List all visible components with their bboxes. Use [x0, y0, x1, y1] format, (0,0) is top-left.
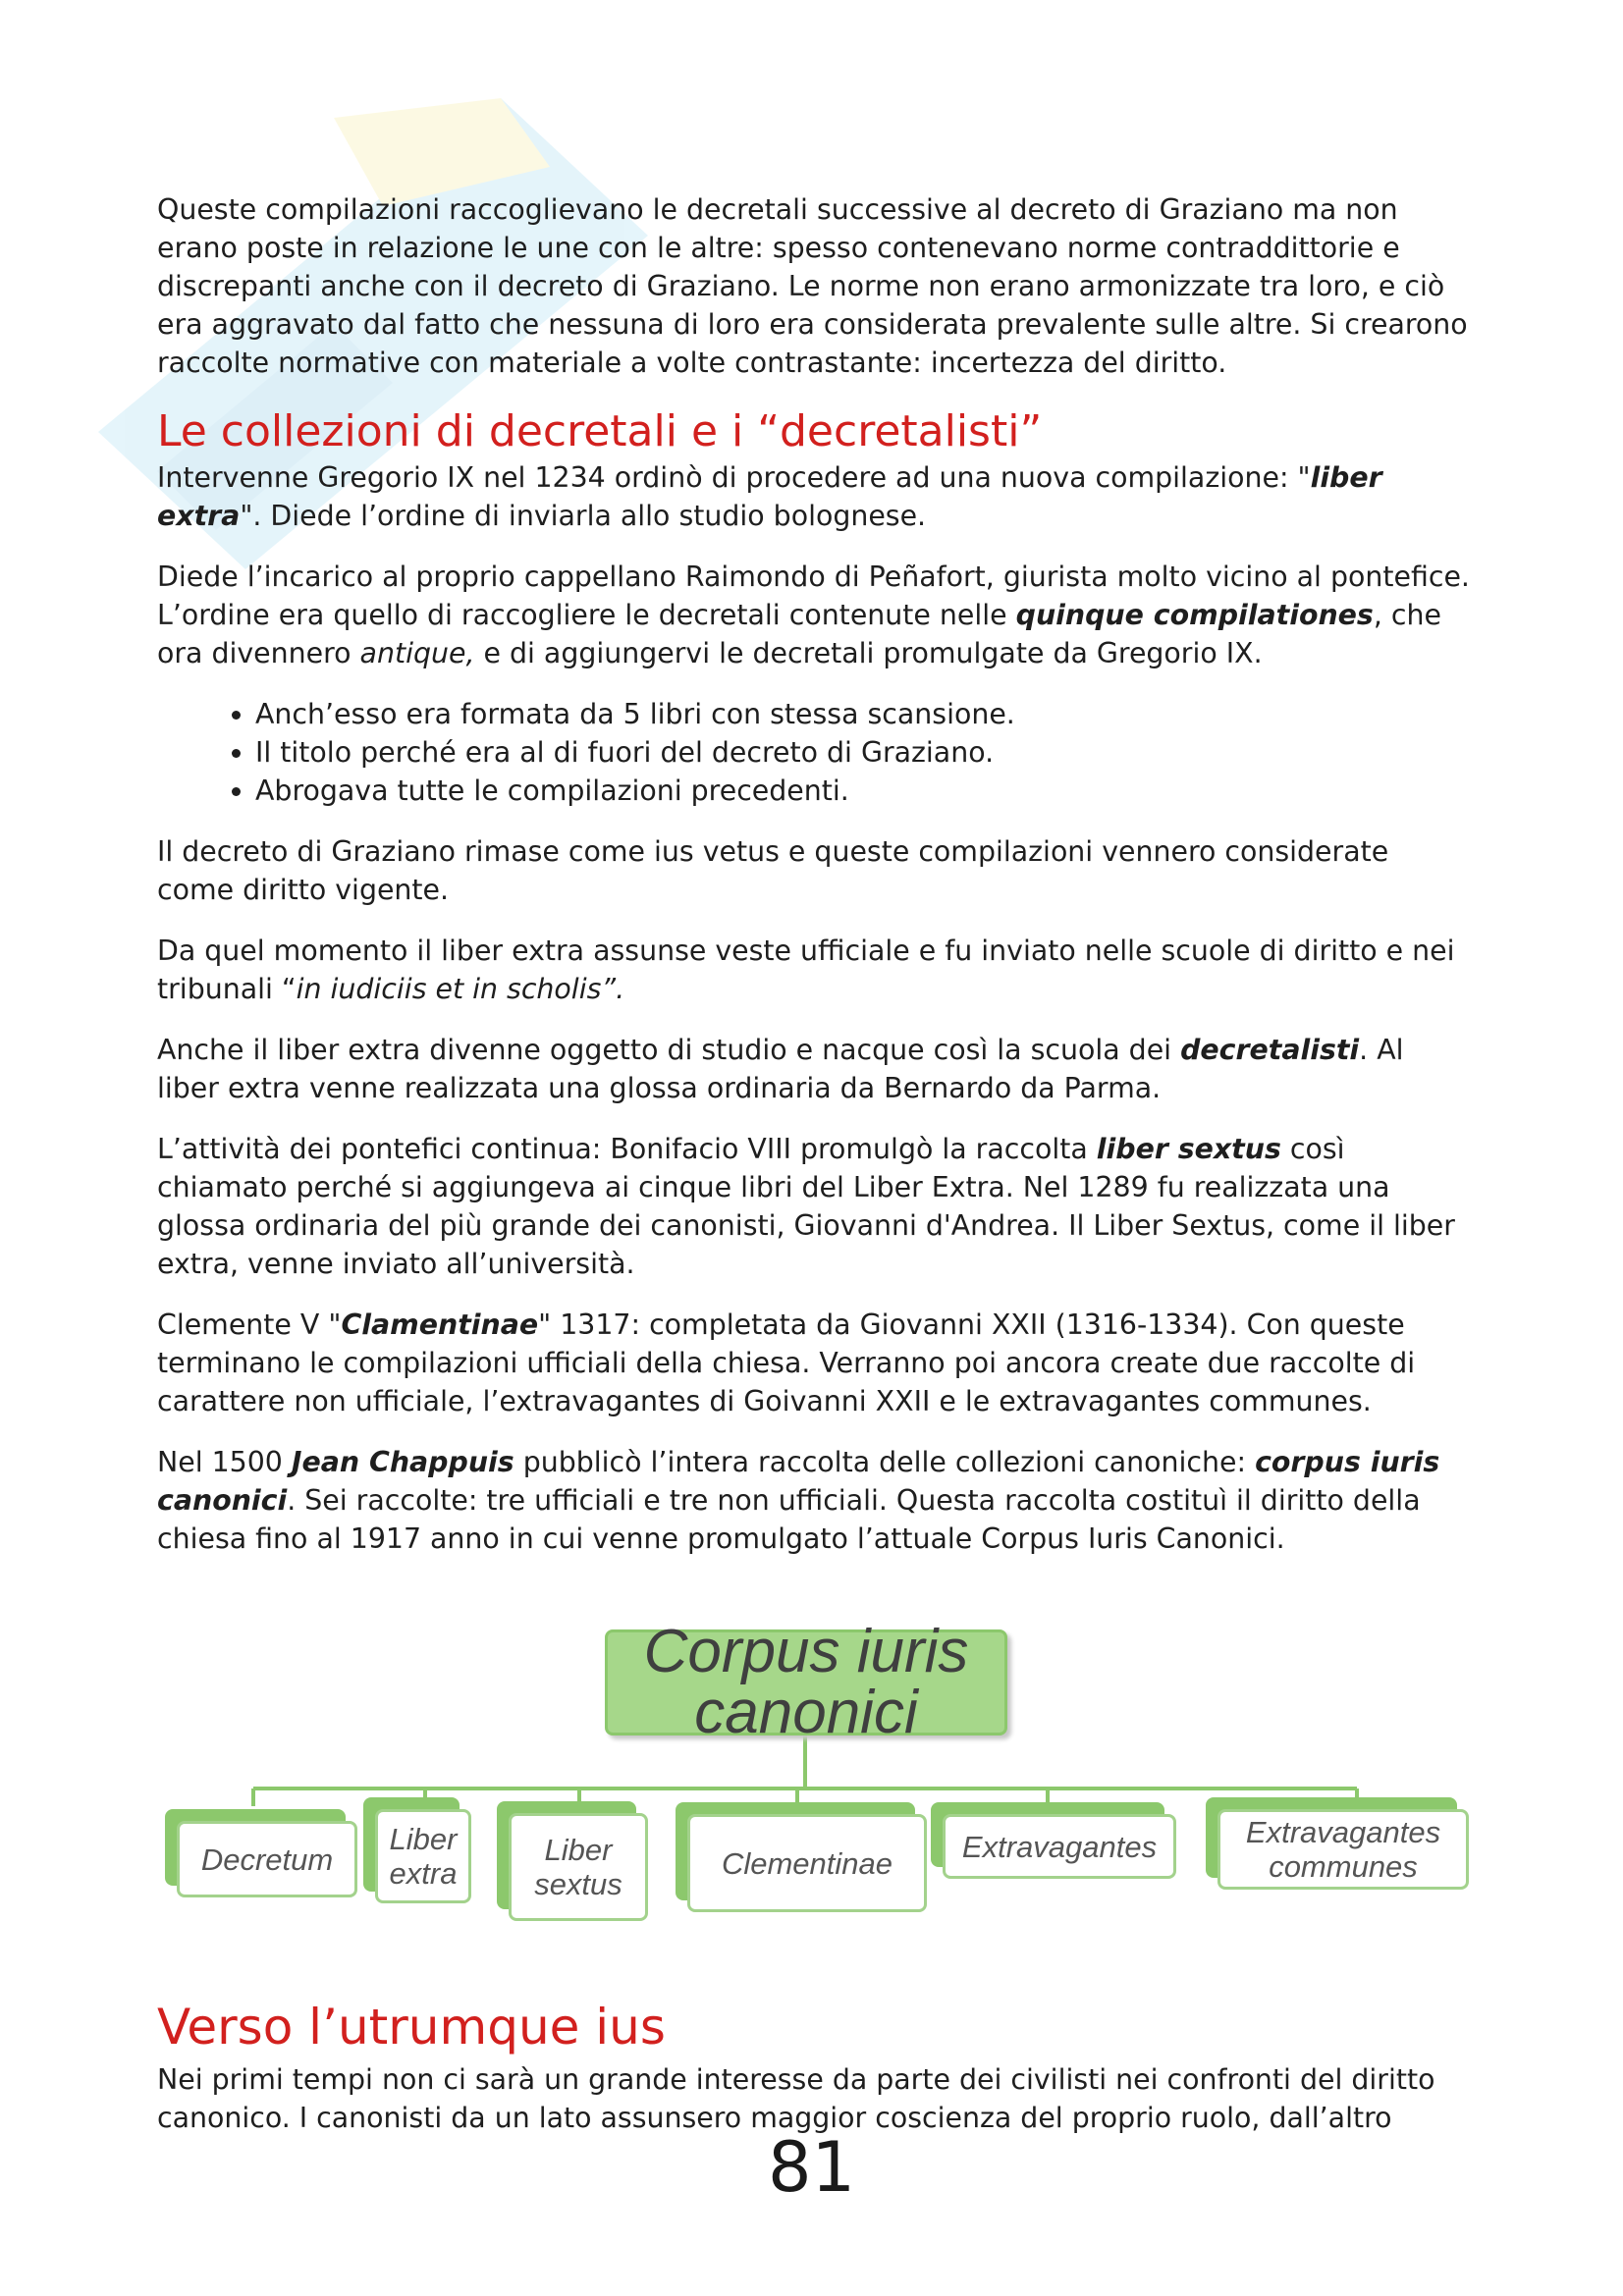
diagram-node-clementinae: Clementinae [687, 1814, 927, 1912]
list-item: • Anch’esso era formata da 5 libri con stessa scansione. [255, 695, 1473, 733]
corpus-iuris-diagram [157, 1620, 1483, 1944]
section-heading-decretali: Le collezioni di decretali e i “decretalisti” [157, 406, 1043, 456]
diagram-node-liber-extra: Liber extra [375, 1809, 471, 1903]
list-item: • Il titolo perché era al di fuori del decreto di Graziano. [255, 733, 1473, 772]
paragraph-clementinae: Clemente V "Clamentinae" 1317: completata da Giovanni XXII (1316-1334). Con queste terminano le compilazioni ufficiali della chiesa. Verranno poi ancora create due raccolte di carattere non ufficiale, l’extravagantes di Goivanni XXII e le extravagantes communes. [157, 1308, 1416, 1417]
page-number: 81 [767, 2127, 856, 2208]
intro-paragraph: Queste compilazioni raccoglievano le decretali successive al decreto di Graziano ma non erano poste in relazione le une con le altre: spesso contenevano norme contraddittorie e discrepanti anche con il decreto di Graziano. Le norme non erano armonizzate tra loro, e ciò era aggravato dal fatto che nessuna di loro era considerata prevalente sulle altre. Si crearono raccolte normative con materiale a volte contrastante: incertezza del diritto. [157, 193, 1468, 379]
paragraph-decretalisti: Anche il liber extra divenne oggetto di studio e nacque così la scuola dei decretalisti. Al liber extra venne realizzata una glossa ordinaria da Bernardo da Parma. [157, 1034, 1404, 1104]
section-heading-utrumque: Verso l’utrumque ius [157, 1999, 666, 2056]
paragraph-penafort: Diede l’incarico al proprio cappellano Raimondo di Peñafort, giurista molto vicino al pontefice. L’ordine era quello di raccogliere le decretali contenute nelle quinque compilationes, che ora divennero antique, e di aggiungervi le decretali promulgate da Gregorio IX. [157, 561, 1470, 669]
diagram-node-extravagantes-communes: Extravagantes communes [1217, 1809, 1469, 1890]
paragraph-civilisti: Nei primi tempi non ci sarà un grande interesse da parte dei civilisti nei confronti del diritto canonico. I canonisti da un lato assunsero maggior coscienza del proprio ruolo, dall’altro [157, 2063, 1435, 2134]
diagram-node-root: Corpus iuris canonici [605, 1629, 1007, 1735]
list-item: • Abrogava tutte le compilazioni precedenti. [255, 772, 1473, 810]
paragraph-liber-sextus: L’attività dei pontefici continua: Bonifacio VIII promulgò la raccolta liber sextus così chiamato perché si aggiungeva ai cinque libri del Liber Extra. Nel 1289 fu realizzata una glossa ordinaria del più grande dei canonisti, Giovanni d'Andrea. Il Liber Sextus, come il liber extra, venne inviato all’università. [157, 1133, 1455, 1280]
paragraph-ius-vetus: Il decreto di Graziano rimase come ius vetus e queste compilazioni vennero considerate come diritto vigente. [157, 835, 1389, 906]
paragraph-chappuis: Nel 1500 Jean Chappuis pubblicò l’intera raccolta delle collezioni canoniche: corpus iuris canonici. Sei raccolte: tre ufficiali e tre non ufficiali. Questa raccolta costituì il diritto della chiesa fino al 1917 anno in cui venne promulgato l’attuale Corpus Iuris Canonici. [157, 1446, 1440, 1555]
section-verso [157, 1998, 1473, 2137]
bullet-list [157, 695, 1473, 810]
paragraph-veste-ufficiale: Da quel momento il liber extra assunse veste ufficiale e fu inviato nelle scuole di diritto e nei tribunali “in iudiciis et in scholis”. [157, 934, 1455, 1005]
page-content [157, 190, 1473, 1558]
paragraph-gregorio: Intervenne Gregorio IX nel 1234 ordinò di procedere ad una nuova compilazione: "liber extra". Diede l’ordine di inviarla allo studio bolognese. [157, 461, 1382, 532]
diagram-node-extravagantes: Extravagantes [943, 1814, 1176, 1879]
diagram-node-decretum: Decretum [177, 1821, 357, 1897]
diagram-node-liber-sextus: Liber sextus [509, 1813, 648, 1921]
